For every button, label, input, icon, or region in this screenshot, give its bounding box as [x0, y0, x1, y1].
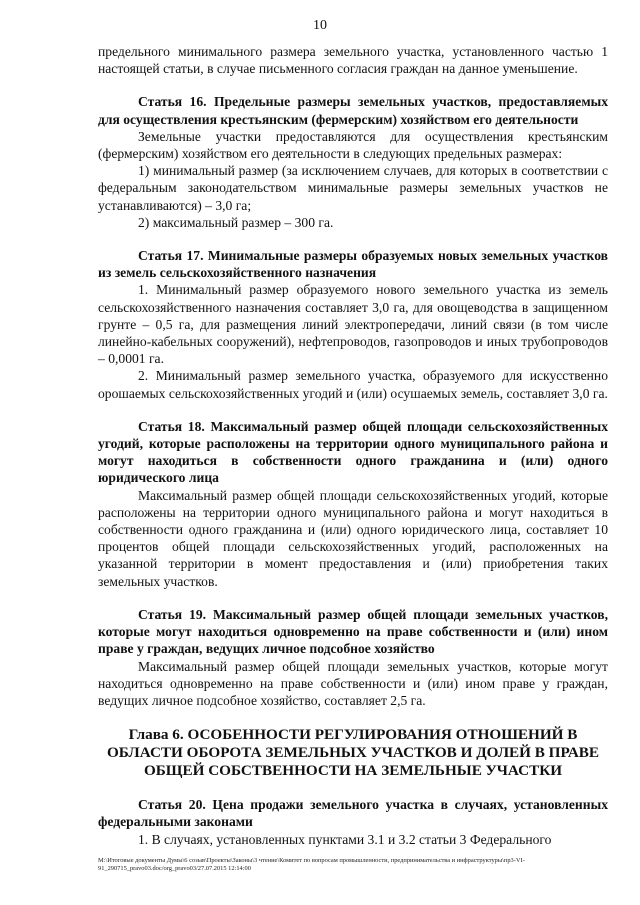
paragraph: предельного минимального размера земельного участка, установленного частью 1 настоящей статьи, в случае письменного согласия граждан на данное уменьшение.	[98, 44, 608, 77]
article-heading: Статья 18. Максимальный размер общей площади сельскохозяйственных угодий, которые расположены на территории одного муниципального района и могут находиться в собственности одного гражданина и (или) одного юридического лица	[98, 418, 608, 486]
article-heading: Статья 17. Минимальные размеры образуемых новых земельных участков из земель сельскохозяйственного назначения	[98, 248, 608, 281]
chapter-heading: Глава 6. ОСОБЕННОСТИ РЕГУЛИРОВАНИЯ ОТНОШЕНИЙ В ОБЛАСТИ ОБОРОТА ЗЕМЕЛЬНЫХ УЧАСТКОВ И ДОЛЕЙ В ПРАВЕ ОБЩЕЙ СОБСТВЕННОСТИ НА ЗЕМЕЛЬНЫЕ УЧАСТКИ	[106, 726, 600, 780]
paragraph: 1. В случаях, установленных пунктами 3.1 и 3.2 статьи 3 Федерального	[138, 831, 552, 847]
paragraph: Земельные участки предоставляются для осуществления крестьянским (фермерским) хозяйством его деятельности в следующих предельных размерах:	[98, 128, 608, 162]
paragraph: Максимальный размер общей площади земельных участков, которые могут находиться одновременно на праве собственности и (или) ином праве у граждан, ведущих личное подсобное хозяйство, составляет 2,5 га.	[98, 658, 608, 708]
paragraph: 2. Минимальный размер земельного участка, образуемого для искусственно орошаемых сельскохозяйственных угодий и (или) осушаемых земель, составляет 3,0 га.	[98, 368, 608, 401]
paragraph: 1. Минимальный размер образуемого нового земельного участка из земель сельскохозяйственного назначения составляет 3,0 га, для овощеводства в защищенном грунте – 0,5 га, для размещения линий электропередачи, линий связи (в том числе линейно-кабельных сооружений), нефтепроводов, газопроводов и иных трубопроводов – 0,0001 га.	[98, 282, 608, 367]
article-heading: Статья 20. Цена продажи земельного участка в случаях, установленных федеральными законами	[98, 797, 608, 830]
paragraph: 2) максимальный размер – 300 га.	[138, 214, 334, 230]
document-body	[98, 43, 608, 848]
article-heading: Статья 16. Предельные размеры земельных участков, предоставляемых для осуществления крестьянским (фермерским) хозяйством его деятельности	[98, 94, 608, 127]
paragraph: Максимальный размер общей площади сельскохозяйственных угодий, которые расположены на территории одного муниципального района и могут находиться в собственности одного гражданина и (или) одного юридического лица, составляет 10 процентов общей площади сельскохозяйственных угодий, расположенных на указанной территории в момент предоставления и (или) приобретения таких земельных участков.	[98, 487, 608, 589]
paragraph: 1) минимальный размер (за исключением случаев, для которых в соответствии с федеральным законодательством минимальные размеры земельных участков не устанавливаются) – 3,0 га;	[98, 163, 608, 213]
article-heading: Статья 19. Максимальный размер общей площади земельных участков, которые могут находиться одновременно на праве собственности и (или) ином праве у граждан, ведущих личное подсобное хозяйство	[98, 606, 608, 657]
page-number: 10	[313, 18, 327, 33]
file-path-footer: M:\Итоговые документы Думы\6 созыв\Проекты\Законы\3 чтение\Комитет по вопросам промышленности, предпринимательства и инфраструктуры\пр3-VI-91_290715_pravo03.doc/org_pravo03/27.07.2015 12:14:00	[98, 857, 525, 872]
